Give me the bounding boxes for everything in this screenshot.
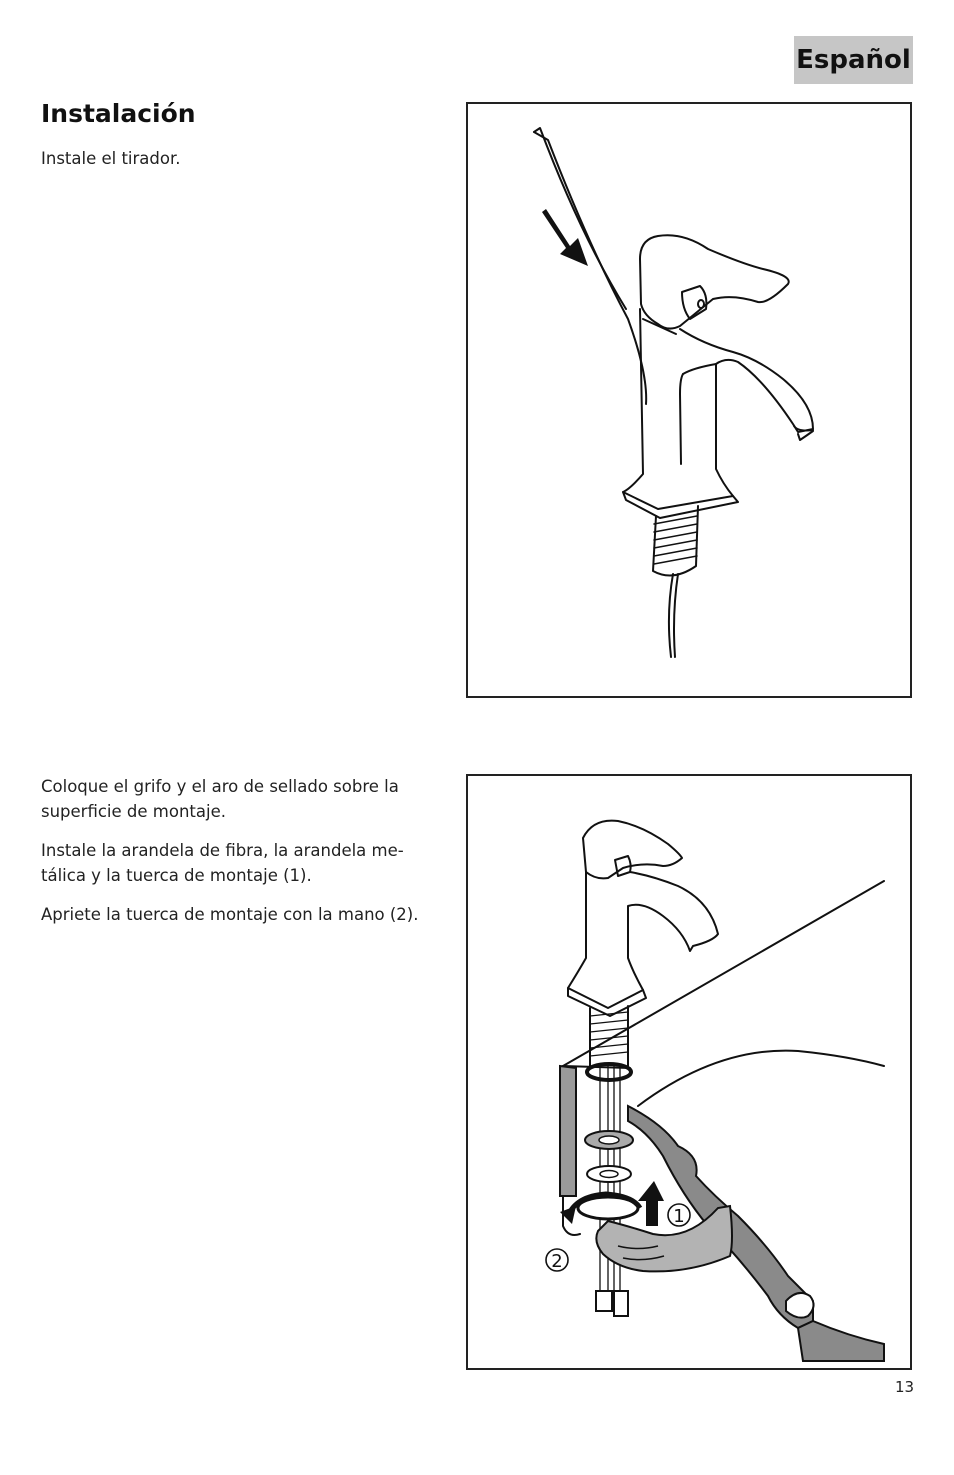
figure-install-lift-rod bbox=[466, 102, 912, 698]
page-number: 13 bbox=[895, 1378, 915, 1396]
language-tab bbox=[794, 36, 913, 84]
callout-2: 2 bbox=[551, 1251, 563, 1272]
step2-paragraph-1 bbox=[41, 774, 441, 824]
step2-p1-line1: Coloque el grifo y el aro de sellado sobre la bbox=[41, 777, 399, 796]
section-title: Instalación bbox=[41, 99, 196, 128]
step1-instructions bbox=[41, 146, 441, 185]
step2-paragraph-3: Apriete la tuerca de montaje con la mano (2). bbox=[41, 905, 419, 924]
language-label: Español bbox=[796, 45, 911, 75]
faucet-mounting-illustration bbox=[468, 776, 912, 1370]
faucet-lift-rod-illustration bbox=[468, 104, 912, 698]
step2-p2-line2: tálica y la tuerca de montaje (1). bbox=[41, 866, 312, 885]
step1-text: Instale el tirador. bbox=[41, 149, 181, 168]
step2-p2-line1: Instale la arandela de fibra, la arandela me- bbox=[41, 841, 404, 860]
step2-paragraph-2 bbox=[41, 838, 441, 888]
figure-mount-faucet bbox=[466, 774, 912, 1370]
step2-instructions bbox=[41, 774, 441, 941]
step2-p1-line2: superficie de montaje. bbox=[41, 802, 226, 821]
callout-1: 1 bbox=[673, 1206, 685, 1227]
